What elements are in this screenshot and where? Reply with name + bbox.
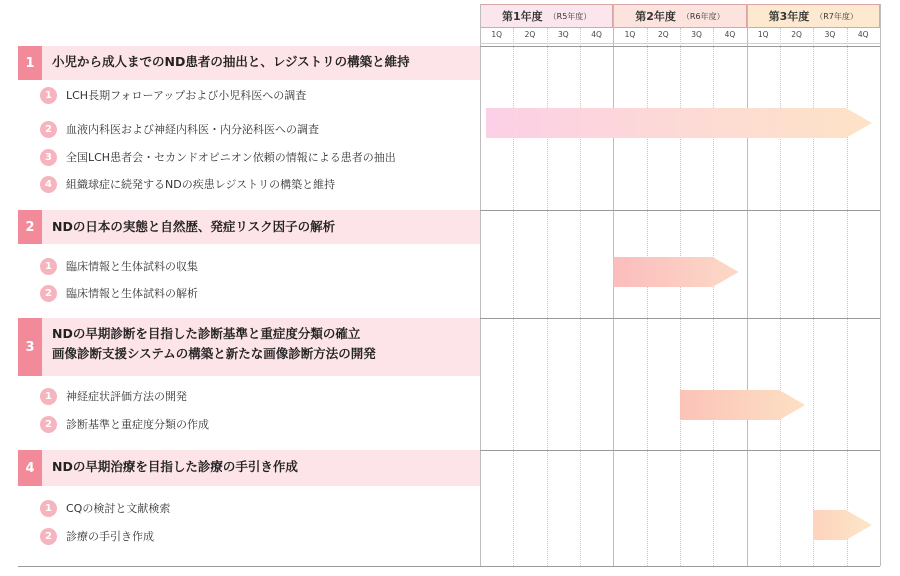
quarter-label: 4Q	[857, 30, 869, 39]
section-title-line: 小児から成人までのND患者の抽出と、レジストリの構築と維持	[52, 54, 410, 69]
item-label: 臨床情報と生体試料の収集	[66, 260, 198, 273]
item-label: 臨床情報と生体試料の解析	[66, 287, 198, 300]
section-3-number: 3	[18, 318, 42, 376]
item-label: CQの検討と文献検索	[66, 502, 171, 515]
section-title-line: NDの日本の実態と自然歴、発症リスク因子の解析	[52, 219, 336, 234]
section-4-number: 4	[18, 450, 42, 486]
quarter-label: 1Q	[757, 30, 769, 39]
item-label: 神経症状評価方法の開発	[66, 390, 187, 403]
section-1-number: 1	[18, 46, 42, 80]
gantt-bar-task-2	[613, 257, 738, 287]
item-number-badge: 1	[40, 87, 57, 104]
gantt-bar-task-3	[680, 390, 805, 420]
item-number-badge: 2	[40, 416, 57, 433]
quarter-label: 3Q	[824, 30, 836, 39]
item-label: 血液内科医および神経内科医・内分泌科医への調査	[66, 123, 319, 136]
quarter-label: 4Q	[591, 30, 602, 39]
item-label: 診断基準と重症度分類の作成	[66, 418, 209, 431]
item-number-badge: 3	[40, 149, 57, 166]
quarter-label: 2Q	[524, 30, 536, 39]
year-label: 第2年度	[635, 10, 676, 23]
section-title-line: NDの早期治療を目指した診療の手引き作成	[52, 459, 298, 474]
item-number-badge: 1	[40, 258, 57, 275]
item-number-badge: 2	[40, 121, 57, 138]
year-sub-label: （R5年度）	[548, 11, 592, 21]
item-label: 全国LCH患者会・セカンドオピニオン依頼の情報による患者の抽出	[66, 151, 396, 164]
item-number-badge: 2	[40, 528, 57, 545]
item-number-badge: 2	[40, 285, 57, 302]
year-label: 第3年度	[768, 10, 810, 23]
item-label: 組織球症に続発するNDの疾患レジストリの構築と維持	[66, 178, 336, 191]
quarter-label: 1Q	[624, 30, 636, 39]
quarter-label: 2Q	[657, 30, 669, 39]
section-title-line: NDの早期診断を目指した診断基準と重症度分類の確立	[52, 326, 361, 341]
item-number-badge: 1	[40, 500, 57, 517]
year-sub-label: （R7年度）	[815, 11, 858, 21]
quarter-label: 1Q	[491, 30, 502, 39]
gantt-bar-task-4	[813, 510, 872, 540]
quarter-label: 3Q	[557, 30, 569, 39]
item-number-badge: 4	[40, 176, 57, 193]
item-number-badge: 1	[40, 388, 57, 405]
section-title-line: 画像診断支援システムの構築と新たな画像診断方法の開発	[52, 346, 376, 361]
quarter-label: 3Q	[691, 30, 702, 39]
item-label: LCH長期フォローアップおよび小児科医への調査	[66, 89, 307, 102]
quarter-label: 2Q	[791, 30, 802, 39]
section-2-number: 2	[18, 210, 42, 244]
year-sub-label: （R6年度）	[681, 11, 725, 21]
item-label: 診療の手引き作成	[66, 530, 154, 543]
gantt-bar-task-1	[486, 108, 872, 138]
quarter-label: 4Q	[724, 30, 736, 39]
year-label: 第1年度	[501, 10, 543, 23]
